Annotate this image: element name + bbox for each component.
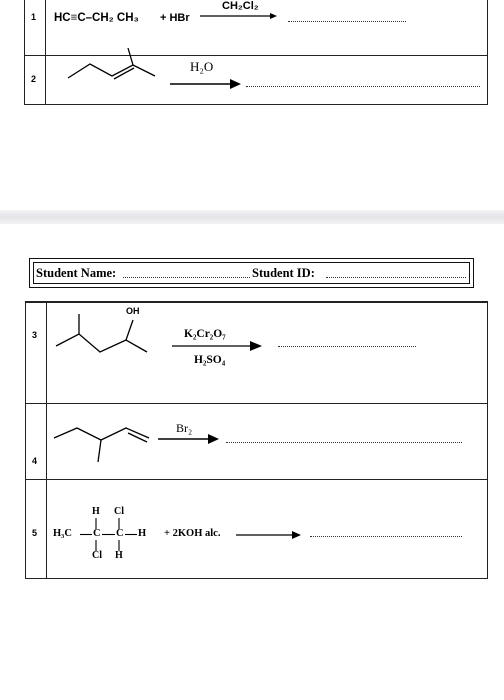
reagent-5: + 2KOH alc. bbox=[164, 528, 221, 539]
row-number-2: 2 bbox=[31, 74, 37, 84]
condition-3-above: K₂Cr₂O₇ bbox=[184, 328, 226, 340]
atom-carbon-2: C bbox=[116, 528, 124, 539]
row-number-3: 3 bbox=[32, 330, 38, 340]
atom-right-h: H bbox=[138, 528, 147, 539]
atom-bottom-left: Cl bbox=[92, 550, 102, 561]
structural-bonds-5 bbox=[50, 500, 160, 560]
row-number-4: 4 bbox=[32, 456, 38, 466]
condition-2: H₂O bbox=[190, 59, 214, 74]
group-left-ch3: H₃C bbox=[53, 528, 72, 539]
atom-carbon-1: C bbox=[93, 528, 101, 539]
student-id-blank[interactable] bbox=[326, 277, 466, 278]
reaction-arrow-5 bbox=[236, 529, 302, 541]
row-number-5: 5 bbox=[32, 528, 38, 538]
answer-blank-4[interactable] bbox=[226, 442, 462, 443]
answer-blank-2[interactable] bbox=[246, 86, 480, 87]
student-id-label: Student ID: bbox=[252, 266, 315, 280]
atom-top-left: H bbox=[92, 506, 100, 517]
reactant-1: HC≡C–CH₂ CH₃ bbox=[54, 12, 139, 24]
reaction-arrow-4 bbox=[158, 433, 220, 445]
student-name-label: Student Name: bbox=[36, 266, 117, 280]
page-divider bbox=[0, 210, 504, 224]
answer-blank-3[interactable] bbox=[278, 346, 416, 347]
skeletal-structure-4 bbox=[52, 420, 152, 470]
student-name-blank[interactable] bbox=[123, 277, 250, 278]
skeletal-structure-2 bbox=[66, 48, 161, 88]
reaction-arrow-3 bbox=[172, 340, 264, 352]
skeletal-structure-3 bbox=[54, 312, 154, 357]
row-number-1: 1 bbox=[31, 12, 37, 22]
reaction-arrow-2 bbox=[170, 78, 242, 90]
answer-blank-1[interactable] bbox=[288, 21, 406, 22]
group-label-oh: OH bbox=[126, 306, 140, 316]
atom-bottom-right: H bbox=[115, 550, 123, 561]
condition-4: Br₂ bbox=[176, 421, 193, 435]
condition-1: CH₂Cl₂ bbox=[222, 0, 259, 12]
answer-blank-5[interactable] bbox=[310, 536, 462, 537]
reaction-arrow-1 bbox=[200, 10, 280, 22]
atom-top-right: Cl bbox=[114, 506, 124, 517]
worksheet-page-top bbox=[0, 0, 504, 210]
condition-3-below: H₂SO₄ bbox=[194, 354, 226, 366]
reagent-1: + HBr bbox=[160, 12, 190, 24]
